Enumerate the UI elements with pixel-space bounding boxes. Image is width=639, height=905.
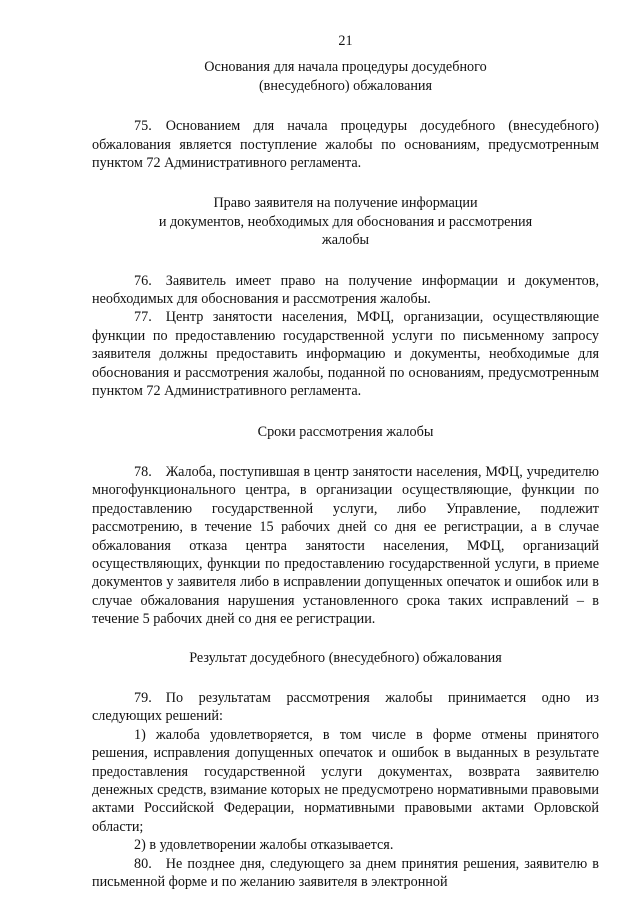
paragraph-number: 80. bbox=[134, 855, 152, 872]
paragraph-number: 77. bbox=[134, 309, 152, 326]
paragraph-78 bbox=[92, 463, 599, 629]
section-heading-appeal-result bbox=[92, 649, 599, 667]
paragraph-77 bbox=[92, 308, 599, 400]
page-number: 21 bbox=[338, 33, 353, 49]
heading-line: (внесудебного) обжалования bbox=[258, 77, 433, 94]
paragraph-75 bbox=[92, 117, 599, 172]
heading-line: Основания для начала процедуры досудебного bbox=[204, 59, 487, 76]
section-heading-grounds bbox=[92, 58, 599, 95]
paragraph-number: 79. bbox=[134, 689, 152, 706]
list-item: 1) жалоба удовлетворяется, в том числе в форме отмены принятого решения, исправления допущенных опечаток и ошибок в выданных в результате предоставления государственной услуги документах, возврата заявителю денежных средств, взимание которых не предусмотрено нормативными правовыми актами Российской Федерации, нормативными правовыми актами Орловской области; bbox=[92, 726, 599, 835]
paragraph-number: 78. bbox=[134, 463, 152, 480]
list-item: 2) в удовлетворении жалобы отказывается. bbox=[134, 837, 394, 854]
heading-line: Сроки рассмотрения жалобы bbox=[257, 423, 434, 440]
paragraph-text: Не позднее дня, следующего за днем принятия решения, заявителю в письменной форме и по желанию заявителя в электронной bbox=[92, 855, 599, 891]
paragraph-text: Основанием для начала процедуры досудебного (внесудебного) обжалования является поступление жалобы по основаниям, предусмотренным пунктом 72 Административного регламента. bbox=[92, 118, 599, 172]
section-heading-right-to-information bbox=[92, 194, 599, 249]
heading-line: Результат досудебного (внесудебного) обжалования bbox=[189, 649, 502, 666]
paragraph-76 bbox=[92, 272, 599, 309]
paragraph-80 bbox=[92, 855, 599, 892]
heading-line: жалобы bbox=[321, 232, 370, 249]
paragraph-number: 76. bbox=[134, 272, 152, 289]
heading-line: и документов, необходимых для обоснования и рассмотрения bbox=[158, 213, 533, 230]
paragraph-text: По результатам рассмотрения жалобы принимается одно из следующих решений: bbox=[92, 689, 599, 725]
paragraph-text: Центр занятости населения, МФЦ, организации, осуществляющие функции по предоставлению государственной услуги по письменному запросу заявителя должны предоставить информацию и документы, необходимые для обоснования и рассмотрения жалобы, поданной по основаниям, предусмотренным пунктом 72 Административного регламента. bbox=[92, 309, 599, 400]
section-heading-review-period bbox=[92, 423, 599, 441]
paragraph-79 bbox=[92, 689, 599, 726]
heading-line: Право заявителя на получение информации bbox=[213, 195, 478, 212]
paragraph-text: Жалоба, поступившая в центр занятости населения, МФЦ, учредителю многофункционального центра, в организации осуществляющие, функции по предоставлению государственной услуги, либо Управление, подлежит рассмотрению, в течение 15 рабочих дней со дня ее регистрации, а в случае обжалования отказа центра занятости населения, МФЦ, организаций осуществляющих, функции по предоставлению государственной услуги, в приеме документов у заявителя либо в исправлении допущенных опечаток и ошибок или в случае обжалования нарушения установленного срока таких исправлений – в течение 5 рабочих дней со дня ее регистрации. bbox=[92, 463, 599, 628]
paragraph-number: 75. bbox=[134, 118, 152, 135]
paragraph-text: Заявитель имеет право на получение информации и документов, необходимых для обоснования и рассмотрения жалобы. bbox=[92, 272, 599, 308]
